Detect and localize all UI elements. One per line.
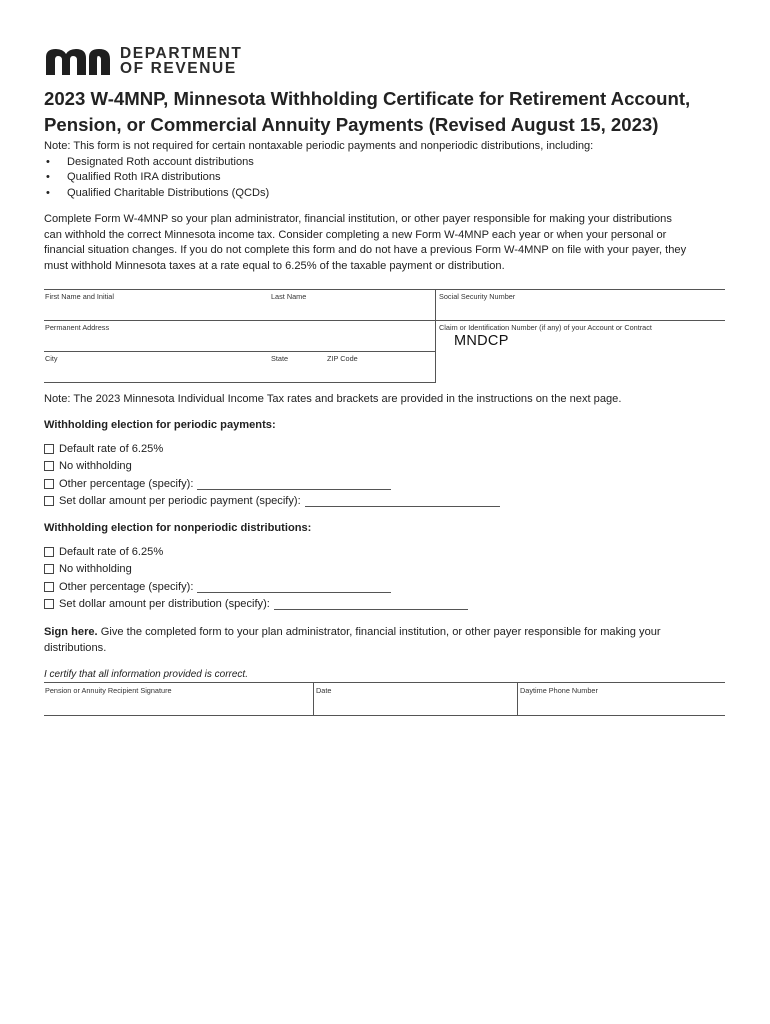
sign-here-text-2: distributions. — [44, 641, 107, 654]
periodic-option-default[interactable] — [44, 441, 163, 457]
option-label: Default rate of 6.25% — [59, 443, 164, 455]
dollar-amount-input[interactable] — [305, 495, 500, 507]
checkbox[interactable] — [44, 479, 54, 489]
sign-here-label: Sign here. — [44, 626, 98, 638]
nonperiodic-election-section — [44, 522, 644, 617]
other-percentage-input[interactable] — [197, 581, 391, 593]
option-label: Set dollar amount per periodic payment (specify): — [59, 495, 301, 507]
last-name-field[interactable]: Last Name — [271, 292, 307, 301]
sign-here-paragraph — [44, 625, 724, 656]
rates-note: Note: The 2023 Minnesota Individual Income Tax rates and brackets are provided in the instructions on the next page. — [44, 393, 622, 405]
note-text: Note: This form is not required for certain nontaxable periodic payments and nonperiodic distributions, including: — [44, 140, 594, 152]
option-label: No withholding — [59, 460, 132, 472]
claim-number-field[interactable]: Claim or Identification Number (if any) of your Account or Contract — [439, 323, 652, 332]
certify-statement: I certify that all information provided is correct. — [44, 669, 248, 680]
intro-line: financial situation changes. If you do not complete this form and do not have a previous Form W-4MNP on file with your payer, they — [44, 244, 687, 257]
divider — [44, 382, 436, 383]
nonperiodic-heading: Withholding election for nonperiodic distributions: — [44, 522, 312, 534]
checkbox[interactable] — [44, 582, 54, 592]
divider — [44, 351, 436, 352]
divider — [44, 715, 725, 716]
mn-revenue-logo — [44, 46, 243, 76]
first-name-field[interactable]: First Name and Initial — [45, 292, 114, 301]
periodic-option-no-withholding[interactable] — [44, 458, 132, 474]
divider — [517, 682, 518, 716]
note-list-item: • Designated Roth account distributions — [44, 155, 593, 171]
title-line-2: Pension, or Commercial Annuity Payments (Revised August 15, 2023) — [44, 114, 659, 135]
personal-info-fields — [44, 289, 725, 383]
option-label: Default rate of 6.25% — [59, 546, 164, 558]
divider — [44, 289, 725, 290]
nonperiodic-option-no-withholding[interactable] — [44, 561, 132, 577]
divider — [313, 682, 314, 716]
checkbox[interactable] — [44, 547, 54, 557]
mn-logo-icon — [44, 47, 114, 75]
periodic-option-other-percentage[interactable] — [44, 476, 391, 492]
periodic-election-section — [44, 419, 644, 514]
intro-line: must withhold Minnesota taxes at a rate equal to 6.25% of the taxable payment or distribution. — [44, 259, 505, 272]
ssn-field[interactable]: Social Security Number — [439, 292, 516, 301]
page-title — [44, 86, 734, 138]
exemption-note — [44, 139, 593, 201]
divider — [435, 289, 436, 383]
note-list — [44, 155, 593, 202]
logo-line-1: DEPARTMENT — [120, 45, 243, 62]
claim-number-value[interactable]: MNDCP — [454, 333, 509, 349]
checkbox[interactable] — [44, 599, 54, 609]
periodic-option-dollar-amount[interactable] — [44, 493, 500, 509]
option-label: Other percentage (specify): — [59, 581, 194, 593]
nonperiodic-option-other-percentage[interactable] — [44, 579, 391, 595]
note-list-item: • Qualified Charitable Distributions (QCDs) — [44, 186, 593, 202]
periodic-heading: Withholding election for periodic payments: — [44, 419, 276, 431]
option-label: Other percentage (specify): — [59, 478, 194, 490]
city-field[interactable]: City — [45, 354, 58, 363]
divider — [44, 682, 725, 683]
option-label: No withholding — [59, 563, 132, 575]
state-field[interactable]: State — [271, 354, 289, 363]
divider — [44, 320, 725, 321]
phone-field[interactable]: Daytime Phone Number — [520, 686, 598, 695]
checkbox[interactable] — [44, 444, 54, 454]
logo-line-2: OF REVENUE — [120, 60, 237, 77]
note-list-item: • Qualified Roth IRA distributions — [44, 170, 593, 186]
nonperiodic-option-default[interactable] — [44, 544, 163, 560]
signature-row — [44, 682, 725, 716]
checkbox[interactable] — [44, 496, 54, 506]
nonperiodic-option-dollar-amount[interactable] — [44, 596, 468, 612]
date-field[interactable]: Date — [316, 686, 332, 695]
checkbox[interactable] — [44, 564, 54, 574]
other-percentage-input[interactable] — [197, 478, 391, 490]
address-field[interactable]: Permanent Address — [45, 323, 110, 332]
sign-here-text: Give the completed form to your plan administrator, financial institution, or other payer responsible for making your — [97, 626, 661, 638]
dollar-amount-input[interactable] — [274, 598, 468, 610]
intro-line: can withhold the correct Minnesota income tax. Consider completing a new Form W-4MNP each year or when your personal or — [44, 228, 667, 241]
intro-paragraph — [44, 212, 724, 274]
intro-line: Complete Form W-4MNP so your plan administrator, financial institution, or other payer responsible for making your distributions — [44, 213, 672, 225]
option-label: Set dollar amount per distribution (specify): — [59, 598, 270, 610]
checkbox[interactable] — [44, 461, 54, 471]
zip-code-field[interactable]: ZIP Code — [327, 354, 358, 363]
signature-field[interactable]: Pension or Annuity Recipient Signature — [45, 686, 172, 695]
title-line-1: 2023 W-4MNP, Minnesota Withholding Certificate for Retirement Account, — [44, 88, 691, 109]
